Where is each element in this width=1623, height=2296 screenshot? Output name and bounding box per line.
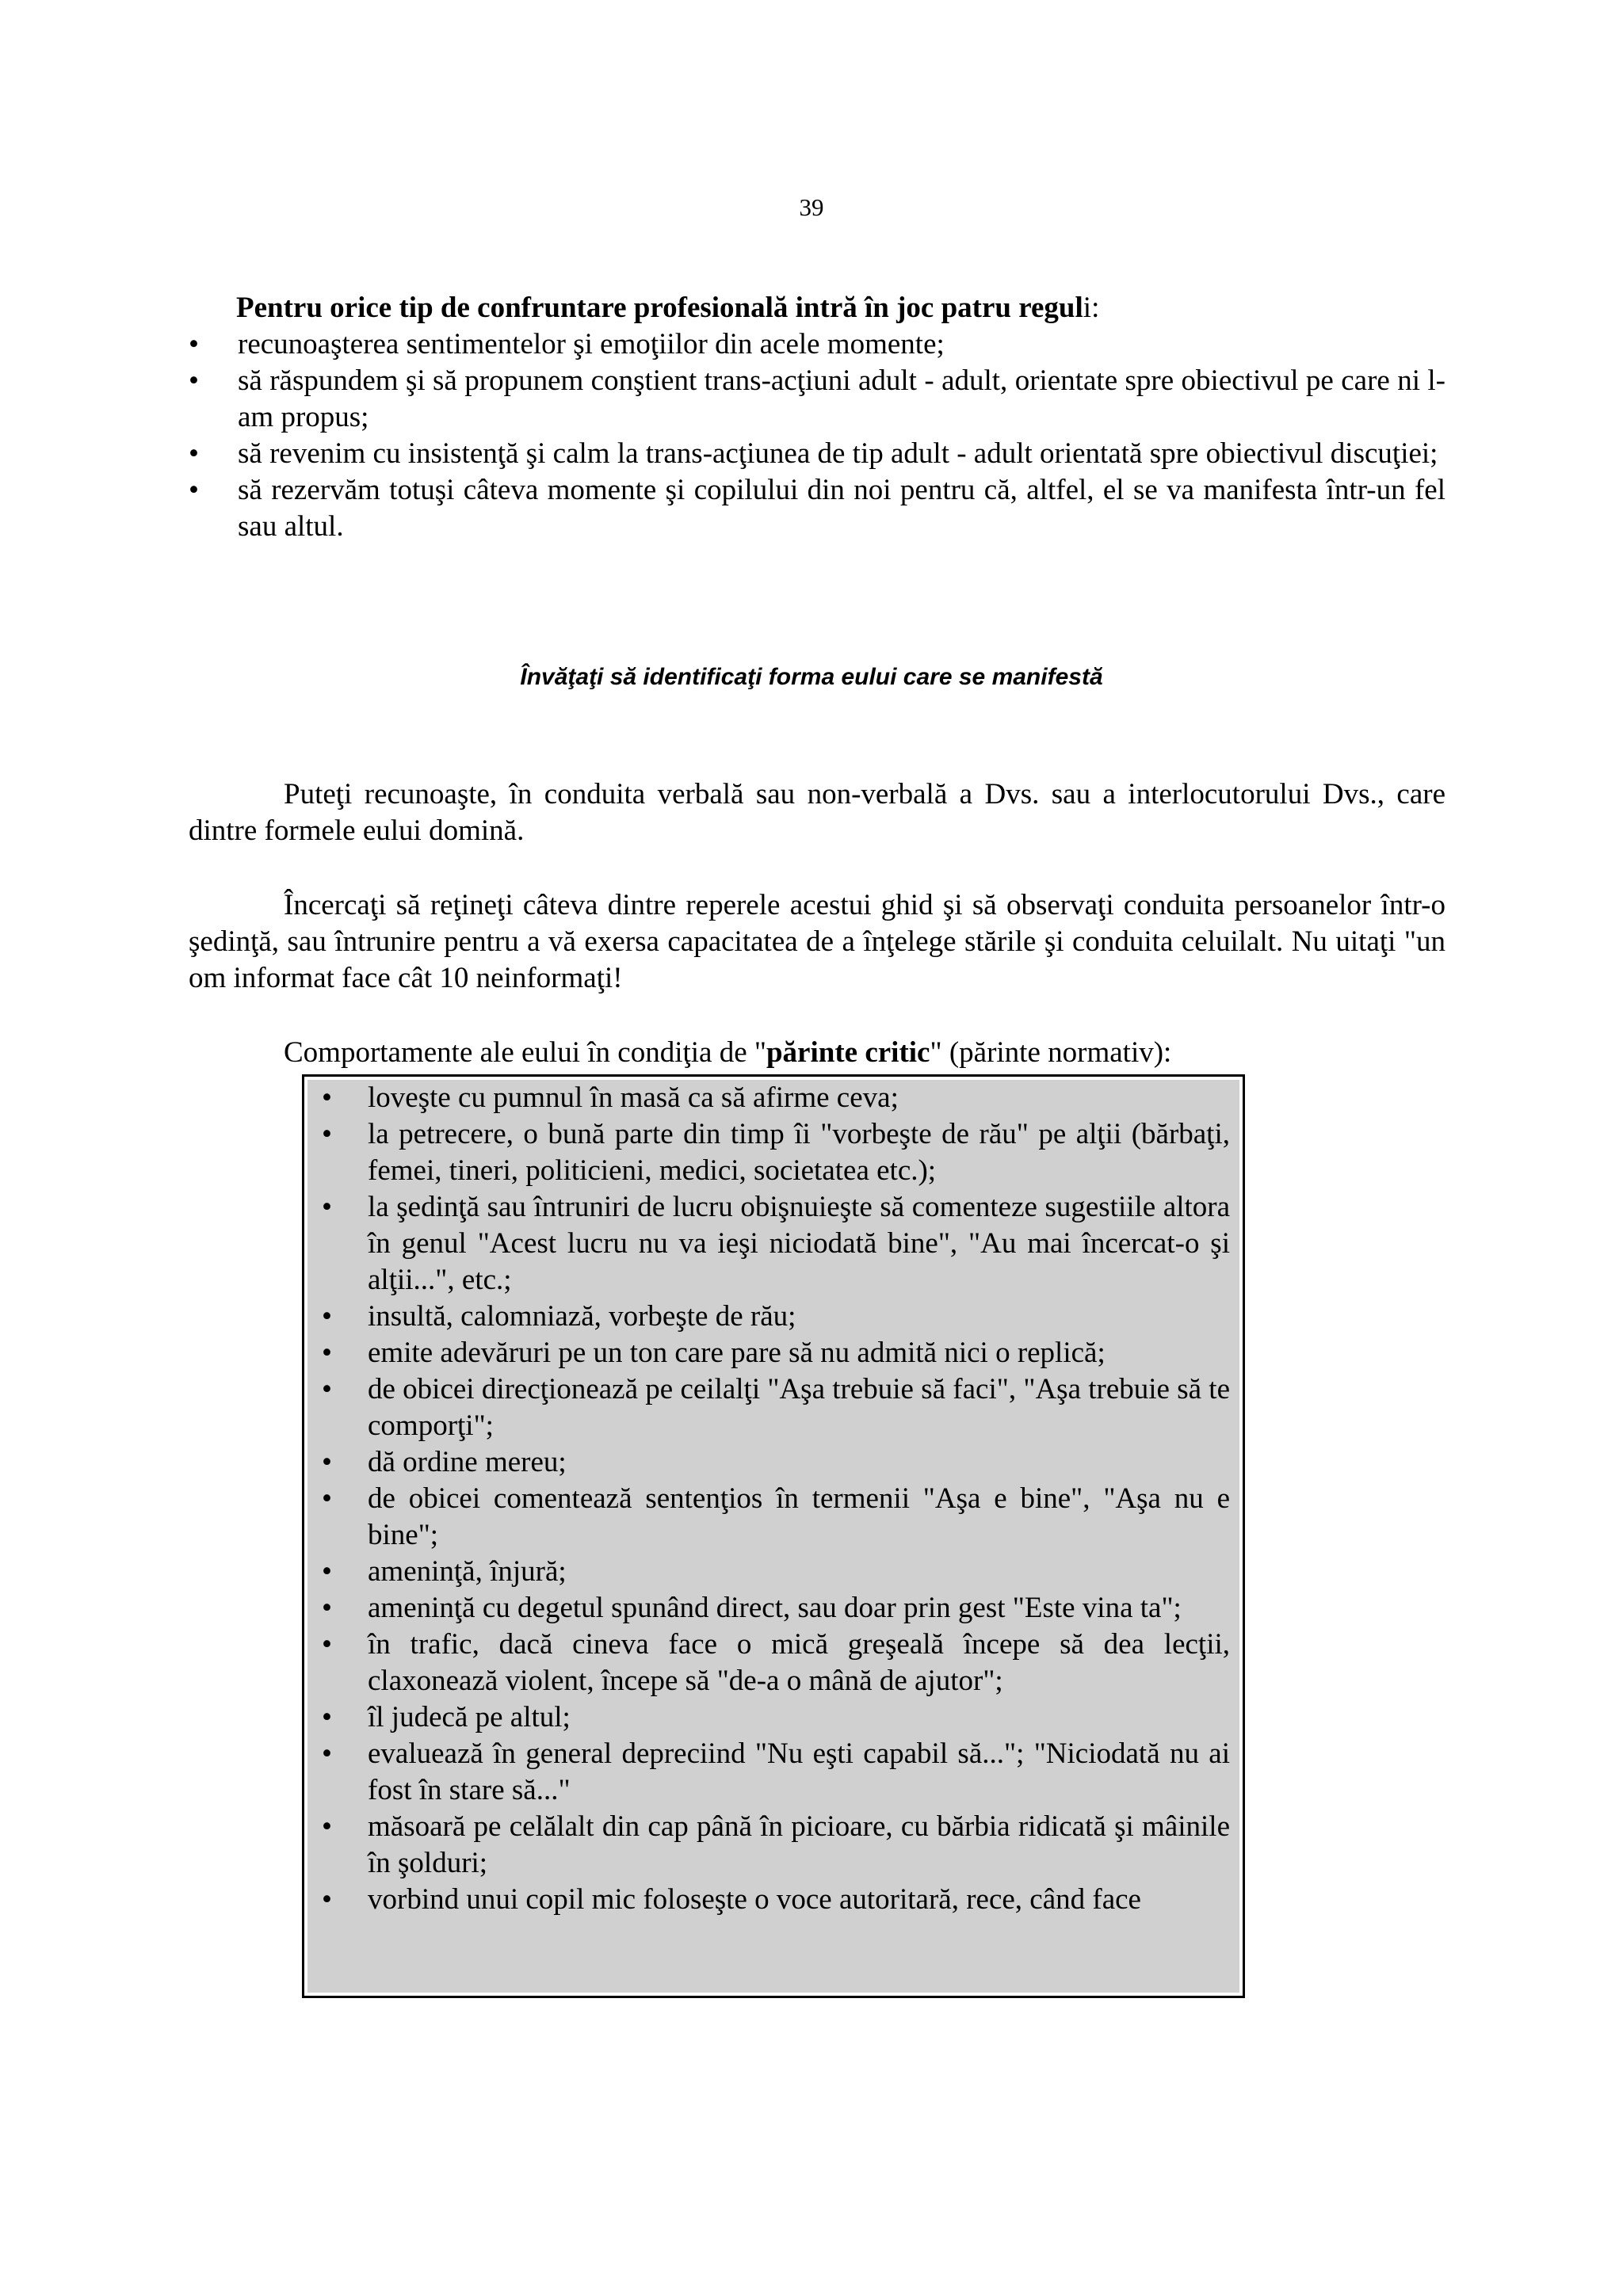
list-item: • ameninţă cu degetul spunând direct, sau doar prin gest "Este vina ta"; <box>312 1590 1230 1627</box>
list-item: • la petrecere, o bună parte din timp îi "vorbeşte de rău" pe alţii (bărbaţi, femei, tineri, politicieni, medici, societatea etc.); <box>312 1116 1230 1189</box>
list-item: • recunoaşterea sentimentelor şi emoţiilor din acele momente; <box>189 326 1445 363</box>
list-item: • să revenim cu insistenţă şi calm la trans-acţiunea de tip adult - adult orientată spre obiectivul discuţiei; <box>189 436 1445 472</box>
list-item: • insultă, calomniază, vorbeşte de rău; <box>312 1299 1230 1335</box>
list-item: • loveşte cu pumnul în masă ca să afirme ceva; <box>312 1080 1230 1116</box>
paragraph: Încercaţi să reţineţi câteva dintre reperele acestui ghid şi să observaţi conduita persoanelor într-o şedinţă, sau întrunire pentru a vă exersa capacitatea de a înţelege stările şi conduita celuilalt. Nu uitaţi "un om informat face cât 10 neinformaţi! <box>189 889 1445 994</box>
page-number: 39 <box>799 193 824 221</box>
rules-intro <box>189 290 1445 326</box>
section-title: Învăţaţi să identificaţi forma eului care se manifestă <box>520 664 1103 690</box>
list-item: • emite adevăruri pe un ton care pare să nu admită nici o replică; <box>312 1335 1230 1371</box>
list-item: • măsoară pe celălalt din cap până în picioare, cu bărbia ridicată şi mâinile în şolduri; <box>312 1809 1230 1882</box>
paragraph: Puteţi recunoaşte, în conduita verbală sau non-verbală a Dvs. sau a interlocutorului Dvs., care dintre formele eului domină. <box>189 778 1445 847</box>
list-item: • să răspundem şi să propunem conştient trans-acţiuni adult - adult, orientate spre obiectivul pe care ni l-am propus; <box>189 363 1445 436</box>
behaviors-box-shading <box>307 1080 1239 1993</box>
list-item: • să rezervăm totuşi câteva momente şi copilului din noi pentru că, altfel, el se va manifesta într-un fel sau altul. <box>189 472 1445 545</box>
list-item: • dă ordine mereu; <box>312 1444 1230 1481</box>
list-item: • de obicei direcţionează pe ceilalţi "Aşa trebuie să faci", "Aşa trebuie să te comporţi"; <box>312 1371 1230 1444</box>
rules-section <box>189 290 1445 545</box>
list-item: • ameninţă, înjură; <box>312 1554 1230 1590</box>
behaviors-heading-post: " (părinte normativ): <box>930 1036 1172 1069</box>
rules-intro-rest: i: <box>1083 292 1100 324</box>
list-item: • vorbind unui copil mic foloseşte o voce autoritară, rece, când face <box>312 1882 1230 1918</box>
behaviors-heading-bold: părinte critic <box>766 1036 930 1069</box>
behaviors-heading-pre: Comportamente ale eului în condiţia de " <box>284 1036 766 1069</box>
behaviors-heading <box>284 1035 1171 1071</box>
rules-intro-bold: Pentru orice tip de confruntare profesională intră în joc patru regul <box>236 292 1083 324</box>
list-item: • de obicei comentează sentenţios în termenii "Aşa e bine", "Aşa nu e bine"; <box>312 1481 1230 1554</box>
list-item: • îl judecă pe altul; <box>312 1699 1230 1736</box>
rules-list <box>189 326 1445 545</box>
behaviors-list <box>312 1080 1230 1918</box>
list-item: • în trafic, dacă cineva face o mică greşeală începe să dea lecţii, claxonează violent, începe să "de-a o mână de ajutor"; <box>312 1627 1230 1699</box>
list-item: • la şedinţă sau întruniri de lucru obişnuieşte să comenteze sugestiile altora în genul "Acest lucru nu va ieşi niciodată bine", "Au mai încercat-o şi alţii...", etc.; <box>312 1189 1230 1299</box>
list-item: • evaluează în general depreciind "Nu eşti capabil să..."; "Niciodată nu ai fost în stare să..." <box>312 1736 1230 1809</box>
behaviors-box <box>302 1074 1245 1998</box>
